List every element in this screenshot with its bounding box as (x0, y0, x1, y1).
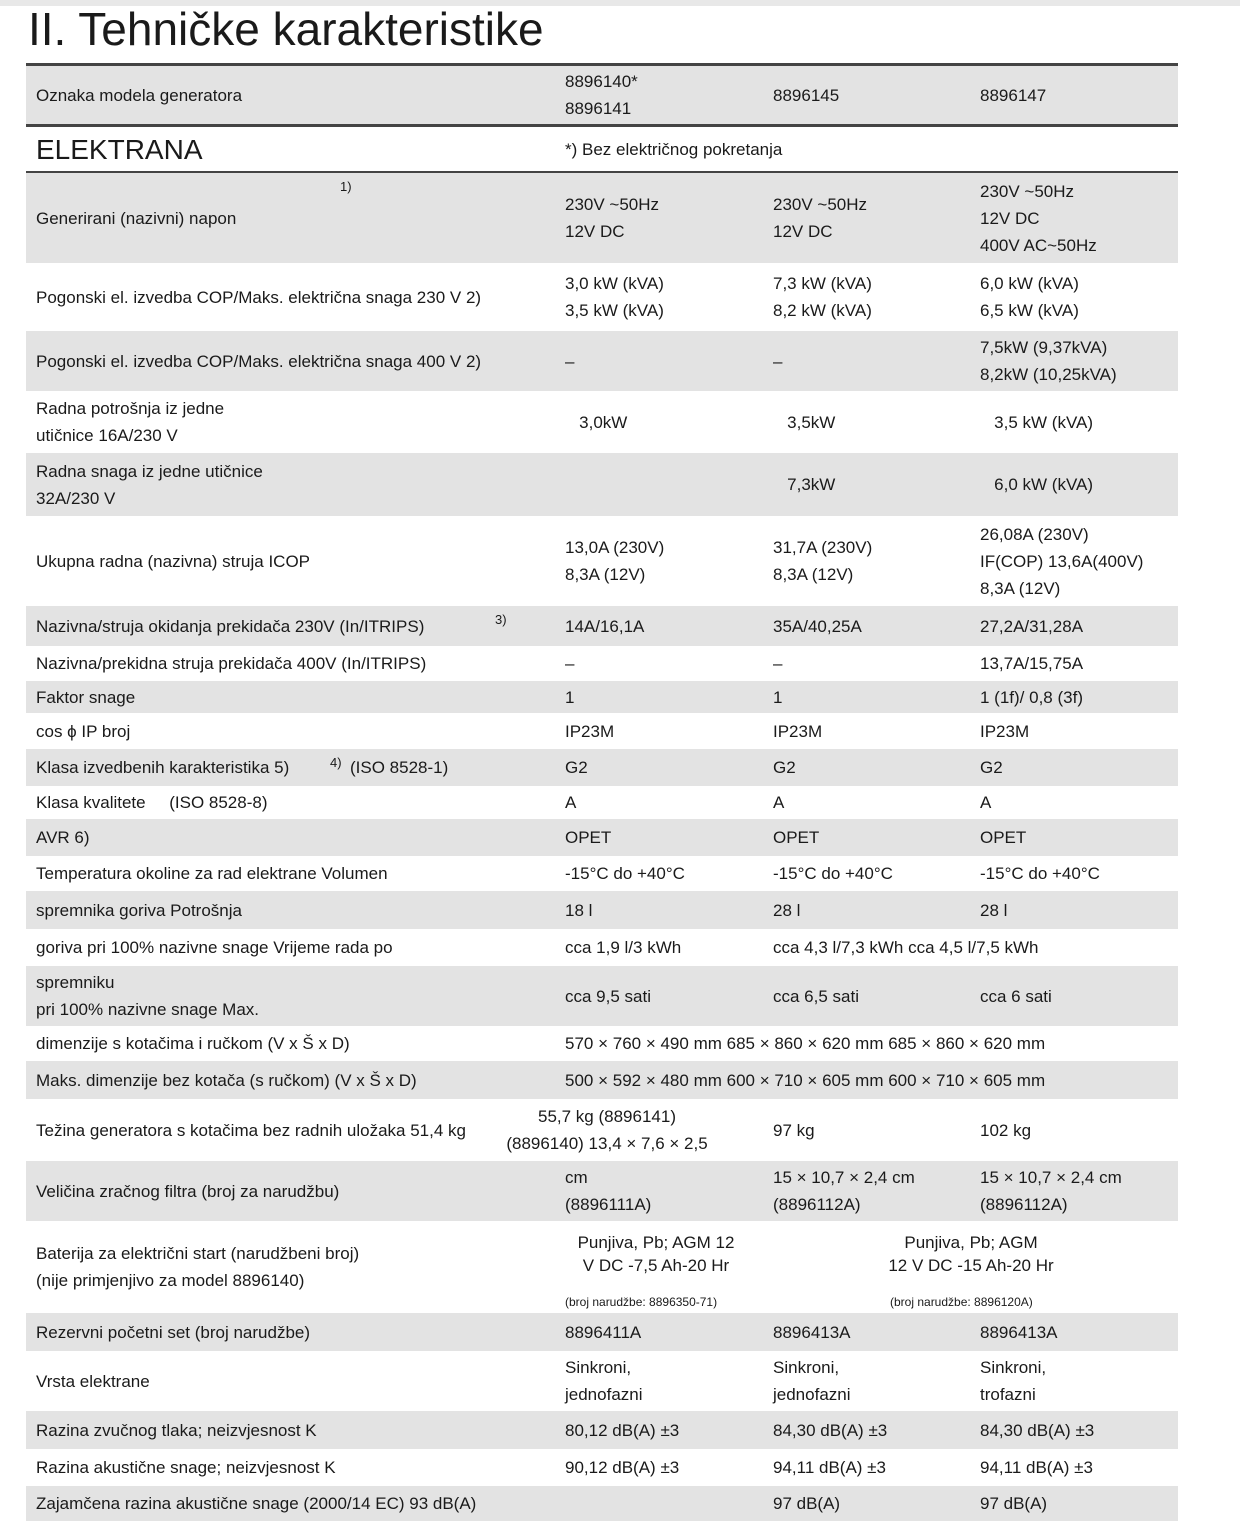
spec-value (565, 786, 576, 819)
spec-label (36, 1161, 339, 1221)
spec-value (980, 516, 1143, 606)
spec-label-line: Zajamčena razina akustične snage (2000/14 EC) 93 dB(A) (36, 1494, 477, 1513)
model-number-line: 8896141 (565, 99, 632, 118)
spec-value (773, 173, 867, 263)
spec-value (773, 453, 835, 516)
spec-value (565, 606, 644, 646)
spec-value-line: 13,7A/15,75A (980, 654, 1084, 673)
spec-value (565, 331, 574, 391)
spec-value-line: 27,2A/31,28A (980, 616, 1084, 636)
spec-value-line: 1 (1f)/ 0,8 (3f) (980, 687, 1083, 707)
spec-value (980, 1411, 1094, 1449)
spec-value-line: IP23M (773, 721, 823, 741)
order-number-note: (broj narudžbe: 8896350-71) (565, 1295, 718, 1309)
table-row (26, 1411, 1178, 1449)
spec-label (36, 1026, 350, 1061)
table-row (26, 391, 1178, 453)
spec-value (565, 516, 664, 606)
spec-value-line: IP23M (980, 721, 1030, 741)
spec-label (36, 391, 224, 453)
spec-label-line: Težina generatora s kotačima bez radnih uložaka 51,4 kg (36, 1120, 466, 1140)
table-row (26, 856, 1178, 891)
model-label-text: Oznaka modela generatora (36, 85, 243, 105)
spec-value-line: 6,0 kW (kVA) (980, 475, 1094, 494)
table-row (26, 263, 1178, 331)
spec-value (773, 263, 872, 331)
spec-value (565, 749, 588, 786)
spec-value-line: (8896111A) (565, 1195, 652, 1214)
spec-value (980, 966, 1052, 1026)
spec-value-line: 7,3kW (773, 475, 836, 494)
spec-value-line: IF(COP) 13,6A(400V) (980, 551, 1144, 571)
spec-value-line: 7,5kW (9,37kVA) (980, 338, 1108, 357)
spec-value-line: 80,12 dB(A) ±3 (565, 1420, 680, 1440)
spec-value-line: jednofazni (565, 1385, 643, 1404)
spec-value (980, 606, 1083, 646)
spec-value-line: A (773, 793, 785, 812)
spec-value (565, 173, 659, 263)
spec-value-line: Sinkroni, (773, 1358, 840, 1377)
spec-value (773, 1351, 851, 1411)
spec-label-line: Razina akustične snage; neizvjesnost K (36, 1458, 336, 1477)
spec-label-line: (nije primjenjivo za model 8896140) (36, 1271, 305, 1290)
spec-value (565, 966, 651, 1026)
spec-value (565, 1061, 1045, 1099)
spec-label-line: Pogonski el. izvedba COP/Maks. električna snaga 400 V 2) (36, 351, 482, 371)
spec-label (36, 856, 388, 891)
spec-value-line: cca 6,5 sati (773, 986, 859, 1006)
spec-value-line: 230V ~50Hz (773, 195, 868, 214)
spec-value-line: 28 l (980, 900, 1008, 920)
section-title (36, 127, 203, 171)
spec-label (36, 1061, 417, 1099)
spec-value (980, 1351, 1046, 1411)
spec-value (980, 453, 1093, 516)
spec-label-line: Faktor snage (36, 687, 136, 707)
model-number-line: 8896140* (565, 72, 638, 91)
spec-value-line: A (565, 793, 577, 812)
spec-label (36, 713, 130, 749)
spec-value-line: 28 l (773, 900, 801, 920)
spec-value (773, 966, 859, 1026)
spec-value-line: 7,3 kW (kVA) (773, 274, 872, 293)
spec-value-line: 8896411A (565, 1322, 642, 1342)
spec-value-line: 230V ~50Hz (980, 181, 1075, 201)
spec-label-line: AVR 6) (36, 828, 90, 847)
spec-label-line: Ukupna radna (nazivna) struja ICOP (36, 551, 311, 571)
spec-value-line: G2 (980, 758, 1003, 777)
spec-value-line: cca 1,9 l/3 kWh (565, 938, 682, 957)
spec-value (565, 1411, 679, 1449)
spec-label-line: spremniku (36, 973, 115, 992)
spec-value (565, 391, 627, 453)
spec-value (565, 263, 664, 331)
spec-value (773, 856, 893, 891)
spec-value (773, 749, 796, 786)
spec-value (565, 891, 592, 929)
spec-value-line: 84,30 dB(A) ±3 (773, 1420, 888, 1440)
spec-label (36, 646, 426, 681)
table-row (26, 749, 1178, 786)
spec-value (565, 1449, 679, 1486)
spec-value-line: Sinkroni, (980, 1358, 1047, 1377)
spec-label (36, 516, 310, 606)
spec-label-line: cos ϕ IP broj (36, 721, 131, 741)
spec-value (565, 713, 614, 749)
spec-label-line: Rezervni početni set (broj narudžbe) (36, 1322, 311, 1342)
spec-label (36, 681, 135, 713)
spec-value-line: – (565, 654, 575, 673)
section-title-text: ELEKTRANA (36, 133, 203, 165)
table-row (26, 453, 1178, 516)
spec-value-line: cca 4,3 l/7,3 kWh cca 4,5 l/7,5 kWh (773, 938, 1039, 957)
spec-value (773, 1099, 815, 1161)
spec-label (36, 891, 242, 929)
spec-value (565, 819, 611, 856)
spec-value-line: 3,5 kW (kVA) (980, 412, 1094, 432)
model-number (773, 66, 839, 124)
spec-value-line: – (773, 654, 783, 673)
spec-value (980, 646, 1083, 681)
spec-value (773, 1449, 886, 1486)
spec-value-line: 12V DC (980, 208, 1040, 228)
spec-label-line: Generirani (nazivni) napon (36, 208, 237, 228)
table-row (26, 1486, 1178, 1521)
spec-label-line: pri 100% nazivne snage Max. (36, 1000, 260, 1019)
spec-label-line: Maks. dimenzije bez kotača (s ručkom) (V x Š x D) (36, 1070, 417, 1090)
spec-label (36, 1351, 150, 1411)
spec-value (980, 749, 1003, 786)
spec-value-line: A (980, 793, 992, 812)
spec-value (773, 1411, 887, 1449)
spec-value (773, 606, 862, 646)
spec-value-line: 6,0 kW (kVA) (980, 274, 1079, 293)
spec-value (565, 856, 685, 891)
spec-value-line: 35A/40,25A (773, 616, 862, 636)
spec-value-line: -15°C do +40°C (565, 864, 685, 883)
spec-value-line: OPET (773, 828, 820, 847)
table-row (26, 966, 1178, 1026)
table-row (26, 1099, 1178, 1161)
spec-label-line: goriva pri 100% nazivne snage Vrijeme rada po (36, 938, 393, 957)
table-row (26, 516, 1178, 606)
spec-label (36, 331, 481, 391)
table-row (26, 1221, 1178, 1313)
spec-value-line: 14A/16,1A (565, 616, 645, 636)
spec-value (773, 891, 800, 929)
spec-standard: (ISO 8528-1) (350, 758, 449, 777)
spec-value-line: 1 (565, 687, 575, 707)
model-label (36, 66, 242, 124)
spec-value-line: cca 6 sati (980, 986, 1052, 1006)
spec-value-line: G2 (565, 758, 588, 777)
spec-label-line: Temperatura okoline za rad elektrane Volumen (36, 864, 388, 883)
spec-value (773, 929, 1039, 966)
model-number (565, 66, 638, 124)
specs-table (26, 63, 1178, 1521)
spec-value (980, 1099, 1031, 1161)
spec-value (980, 1486, 1047, 1521)
spec-value (565, 1026, 1045, 1061)
spec-value-line: 3,0 kW (kVA) (565, 274, 664, 293)
spec-value-line: 15 × 10,7 × 2,4 cm (773, 1168, 915, 1187)
table-row (26, 713, 1178, 749)
spec-value (980, 1161, 1122, 1221)
spec-value (773, 1486, 840, 1521)
footnote-marker: 4) (330, 755, 342, 770)
section-row (26, 127, 1178, 173)
spec-value-line: 97 dB(A) (773, 1494, 841, 1513)
spec-value (773, 1161, 915, 1221)
spec-value-line: Punjiva, Pb; AGM 12 (577, 1233, 735, 1252)
table-row (26, 1026, 1178, 1061)
spec-label-line: Nazivna/struja okidanja prekidača 230V (In/ITRIPS) (36, 616, 425, 636)
spec-label (36, 966, 259, 1026)
spec-value-line: 6,5 kW (kVA) (980, 301, 1079, 320)
spec-value-line: V DC -7,5 Ah-20 Hr (582, 1256, 730, 1275)
spec-value (980, 786, 991, 819)
table-row (26, 1061, 1178, 1099)
spec-label-line: spremnika goriva Potrošnja (36, 900, 242, 920)
spec-label (36, 606, 424, 646)
spec-value (773, 1313, 851, 1351)
spec-value-line: 84,30 dB(A) ±3 (980, 1420, 1095, 1440)
spec-value (980, 713, 1029, 749)
spec-value-line: 8896413A (773, 1322, 851, 1342)
spec-value-line: 13,0A (230V) (565, 538, 665, 557)
spec-label-line: Klasa izvedbenih karakteristika 5) (36, 758, 290, 777)
spec-label-line: Nazivna/prekidna struja prekidača 400V (In/ITRIPS) (36, 654, 427, 673)
spec-value (980, 819, 1026, 856)
spec-value (773, 681, 782, 713)
table-row (26, 891, 1178, 929)
spec-label (36, 1486, 476, 1521)
spec-value-line: Punjiva, Pb; AGM (904, 1233, 1038, 1252)
spec-value-line: – (565, 351, 575, 371)
spec-value (773, 331, 782, 391)
spec-value (980, 856, 1100, 891)
spec-value-line: -15°C do +40°C (773, 864, 893, 883)
spec-label (36, 1221, 359, 1313)
spec-label-line: Pogonski el. izvedba COP/Maks. električna snaga 230 V 2) (36, 287, 482, 307)
spec-value (565, 1161, 651, 1221)
spec-value-line: – (773, 351, 783, 371)
table-row (26, 819, 1178, 856)
spec-value (565, 1313, 641, 1351)
table-row (26, 606, 1178, 646)
spec-value-line: 18 l (565, 900, 593, 920)
spec-value-line: 8,2kW (10,25kVA) (980, 365, 1117, 384)
spec-label (36, 1313, 310, 1351)
header-row (26, 63, 1178, 127)
spec-value (980, 1449, 1093, 1486)
spec-value (502, 1099, 712, 1161)
spec-value (980, 331, 1117, 391)
footnote-marker: 3) (495, 612, 507, 627)
spec-value (565, 646, 574, 681)
spec-value (980, 1313, 1058, 1351)
spec-label-line: Vrsta elektrane (36, 1371, 150, 1391)
spec-value-line: 8,3A (12V) (980, 578, 1061, 598)
spec-value-line: 8,3A (12V) (565, 565, 646, 584)
spec-value-line: 90,12 dB(A) ±3 (565, 1458, 680, 1477)
spec-value (980, 891, 1007, 929)
spec-value-line: 102 kg (980, 1120, 1032, 1140)
spec-value-line: 12V DC (565, 222, 625, 241)
spec-value-line: 26,08A (230V) (980, 524, 1089, 544)
spec-value (980, 391, 1093, 453)
spec-value-line: 500 × 592 × 480 mm 600 × 710 × 605 mm 600 × 710 × 605 mm (565, 1070, 1046, 1090)
spec-value (773, 786, 784, 819)
spec-label (36, 1449, 336, 1486)
spec-value-line: 230V ~50Hz (565, 195, 660, 214)
table-row (26, 786, 1178, 819)
spec-label-line: Klasa kvalitete (ISO 8528-8) (36, 793, 268, 812)
section-note (565, 127, 782, 171)
table-row (26, 929, 1178, 966)
spec-value (773, 713, 822, 749)
spec-value (773, 391, 835, 453)
spec-value-line: (8896112A) (773, 1195, 861, 1214)
table-row (26, 1161, 1178, 1221)
table-row (26, 1313, 1178, 1351)
spec-label (36, 173, 236, 263)
table-row (26, 1351, 1178, 1411)
spec-value (773, 516, 872, 606)
spec-value-line: 97 kg (773, 1120, 815, 1140)
model-number-line: 8896145 (773, 85, 840, 105)
spec-label (36, 749, 289, 786)
model-number (980, 66, 1046, 124)
spec-value (773, 819, 819, 856)
spec-label (36, 263, 481, 331)
order-number-note: (broj narudžbe: 8896120A) (890, 1295, 1033, 1309)
spec-value (980, 681, 1083, 713)
spec-value-line: 12 V DC -15 Ah-20 Hr (888, 1256, 1054, 1275)
spec-value-line: trofazni (980, 1385, 1036, 1404)
spec-value-line: -15°C do +40°C (980, 864, 1100, 883)
spec-value-line: 12V DC (773, 222, 833, 241)
table-row (26, 1449, 1178, 1486)
spec-value-line: 31,7A (230V) (773, 538, 873, 557)
spec-label (36, 453, 263, 516)
spec-value (980, 263, 1079, 331)
spec-label-line: dimenzije s kotačima i ručkom (V x Š x D) (36, 1034, 350, 1053)
section-note-text: *) Bez električnog pokretanja (565, 139, 783, 159)
table-row (26, 173, 1178, 263)
spec-value (773, 646, 782, 681)
spec-label-line: utičnice 16A/230 V (36, 426, 178, 445)
spec-value-line: jednofazni (773, 1385, 851, 1404)
spec-value-line: (8896140) 13,4 × 7,6 × 2,5 (506, 1134, 708, 1153)
spec-value-line: 570 × 760 × 490 mm 685 × 860 × 620 mm 685 × 860 × 620 mm (565, 1034, 1046, 1053)
spec-value-line: 3,5 kW (kVA) (565, 301, 664, 320)
spec-label-line: Radna snaga iz jedne utičnice (36, 461, 263, 481)
spec-value-line: 8,2 kW (kVA) (773, 301, 872, 320)
spec-label (36, 819, 90, 856)
table-row (26, 646, 1178, 681)
spec-label (36, 1099, 466, 1161)
spec-value-line: 8896413A (980, 1322, 1058, 1342)
spec-value (565, 1351, 643, 1411)
spec-value-line: OPET (565, 828, 612, 847)
spec-value-line: cca 9,5 sati (565, 986, 651, 1006)
spec-value-line: 3,5kW (773, 412, 836, 432)
spec-label-line: Baterija za električni start (narudžbeni broj) (36, 1244, 360, 1263)
spec-value-line: cm (565, 1168, 588, 1187)
spec-value-line: 3,0kW (565, 412, 628, 432)
table-row (26, 681, 1178, 713)
footnote-marker: 1) (340, 179, 352, 194)
spec-value-line: 400V AC~50Hz (980, 235, 1097, 255)
spec-value-line: IP23M (565, 721, 615, 741)
spec-label-line: 32A/230 V (36, 488, 116, 508)
spec-value-line: 55,7 kg (8896141) (538, 1107, 676, 1126)
spec-label-line: Radna potrošnja iz jedne (36, 399, 225, 418)
spec-label-line: Veličina zračnog filtra (broj za narudžbu) (36, 1181, 340, 1201)
spec-value-line: (8896112A) (980, 1195, 1068, 1214)
spec-label-line: Razina zvučnog tlaka; neizvjesnost K (36, 1420, 317, 1440)
spec-label (36, 929, 393, 966)
spec-value (565, 681, 574, 713)
page-title: II. Tehničke karakteristike (28, 3, 544, 55)
spec-value-line: G2 (773, 758, 796, 777)
spec-value-line: 1 (773, 687, 783, 707)
spec-value-line: 15 × 10,7 × 2,4 cm (980, 1168, 1122, 1187)
spec-value-line: OPET (980, 828, 1027, 847)
model-number-line: 8896147 (980, 85, 1047, 105)
spec-value-line: 8,3A (12V) (773, 565, 854, 584)
spec-value-line: 94,11 dB(A) ±3 (773, 1458, 886, 1477)
spec-value-line: Sinkroni, (565, 1358, 632, 1377)
spec-label (36, 1411, 317, 1449)
spec-value-line: 94,11 dB(A) ±3 (980, 1458, 1093, 1477)
spec-value (565, 929, 681, 966)
spec-label (36, 786, 268, 819)
table-row (26, 331, 1178, 391)
spec-value (980, 173, 1097, 263)
spec-value-line: 97 dB(A) (980, 1494, 1048, 1513)
